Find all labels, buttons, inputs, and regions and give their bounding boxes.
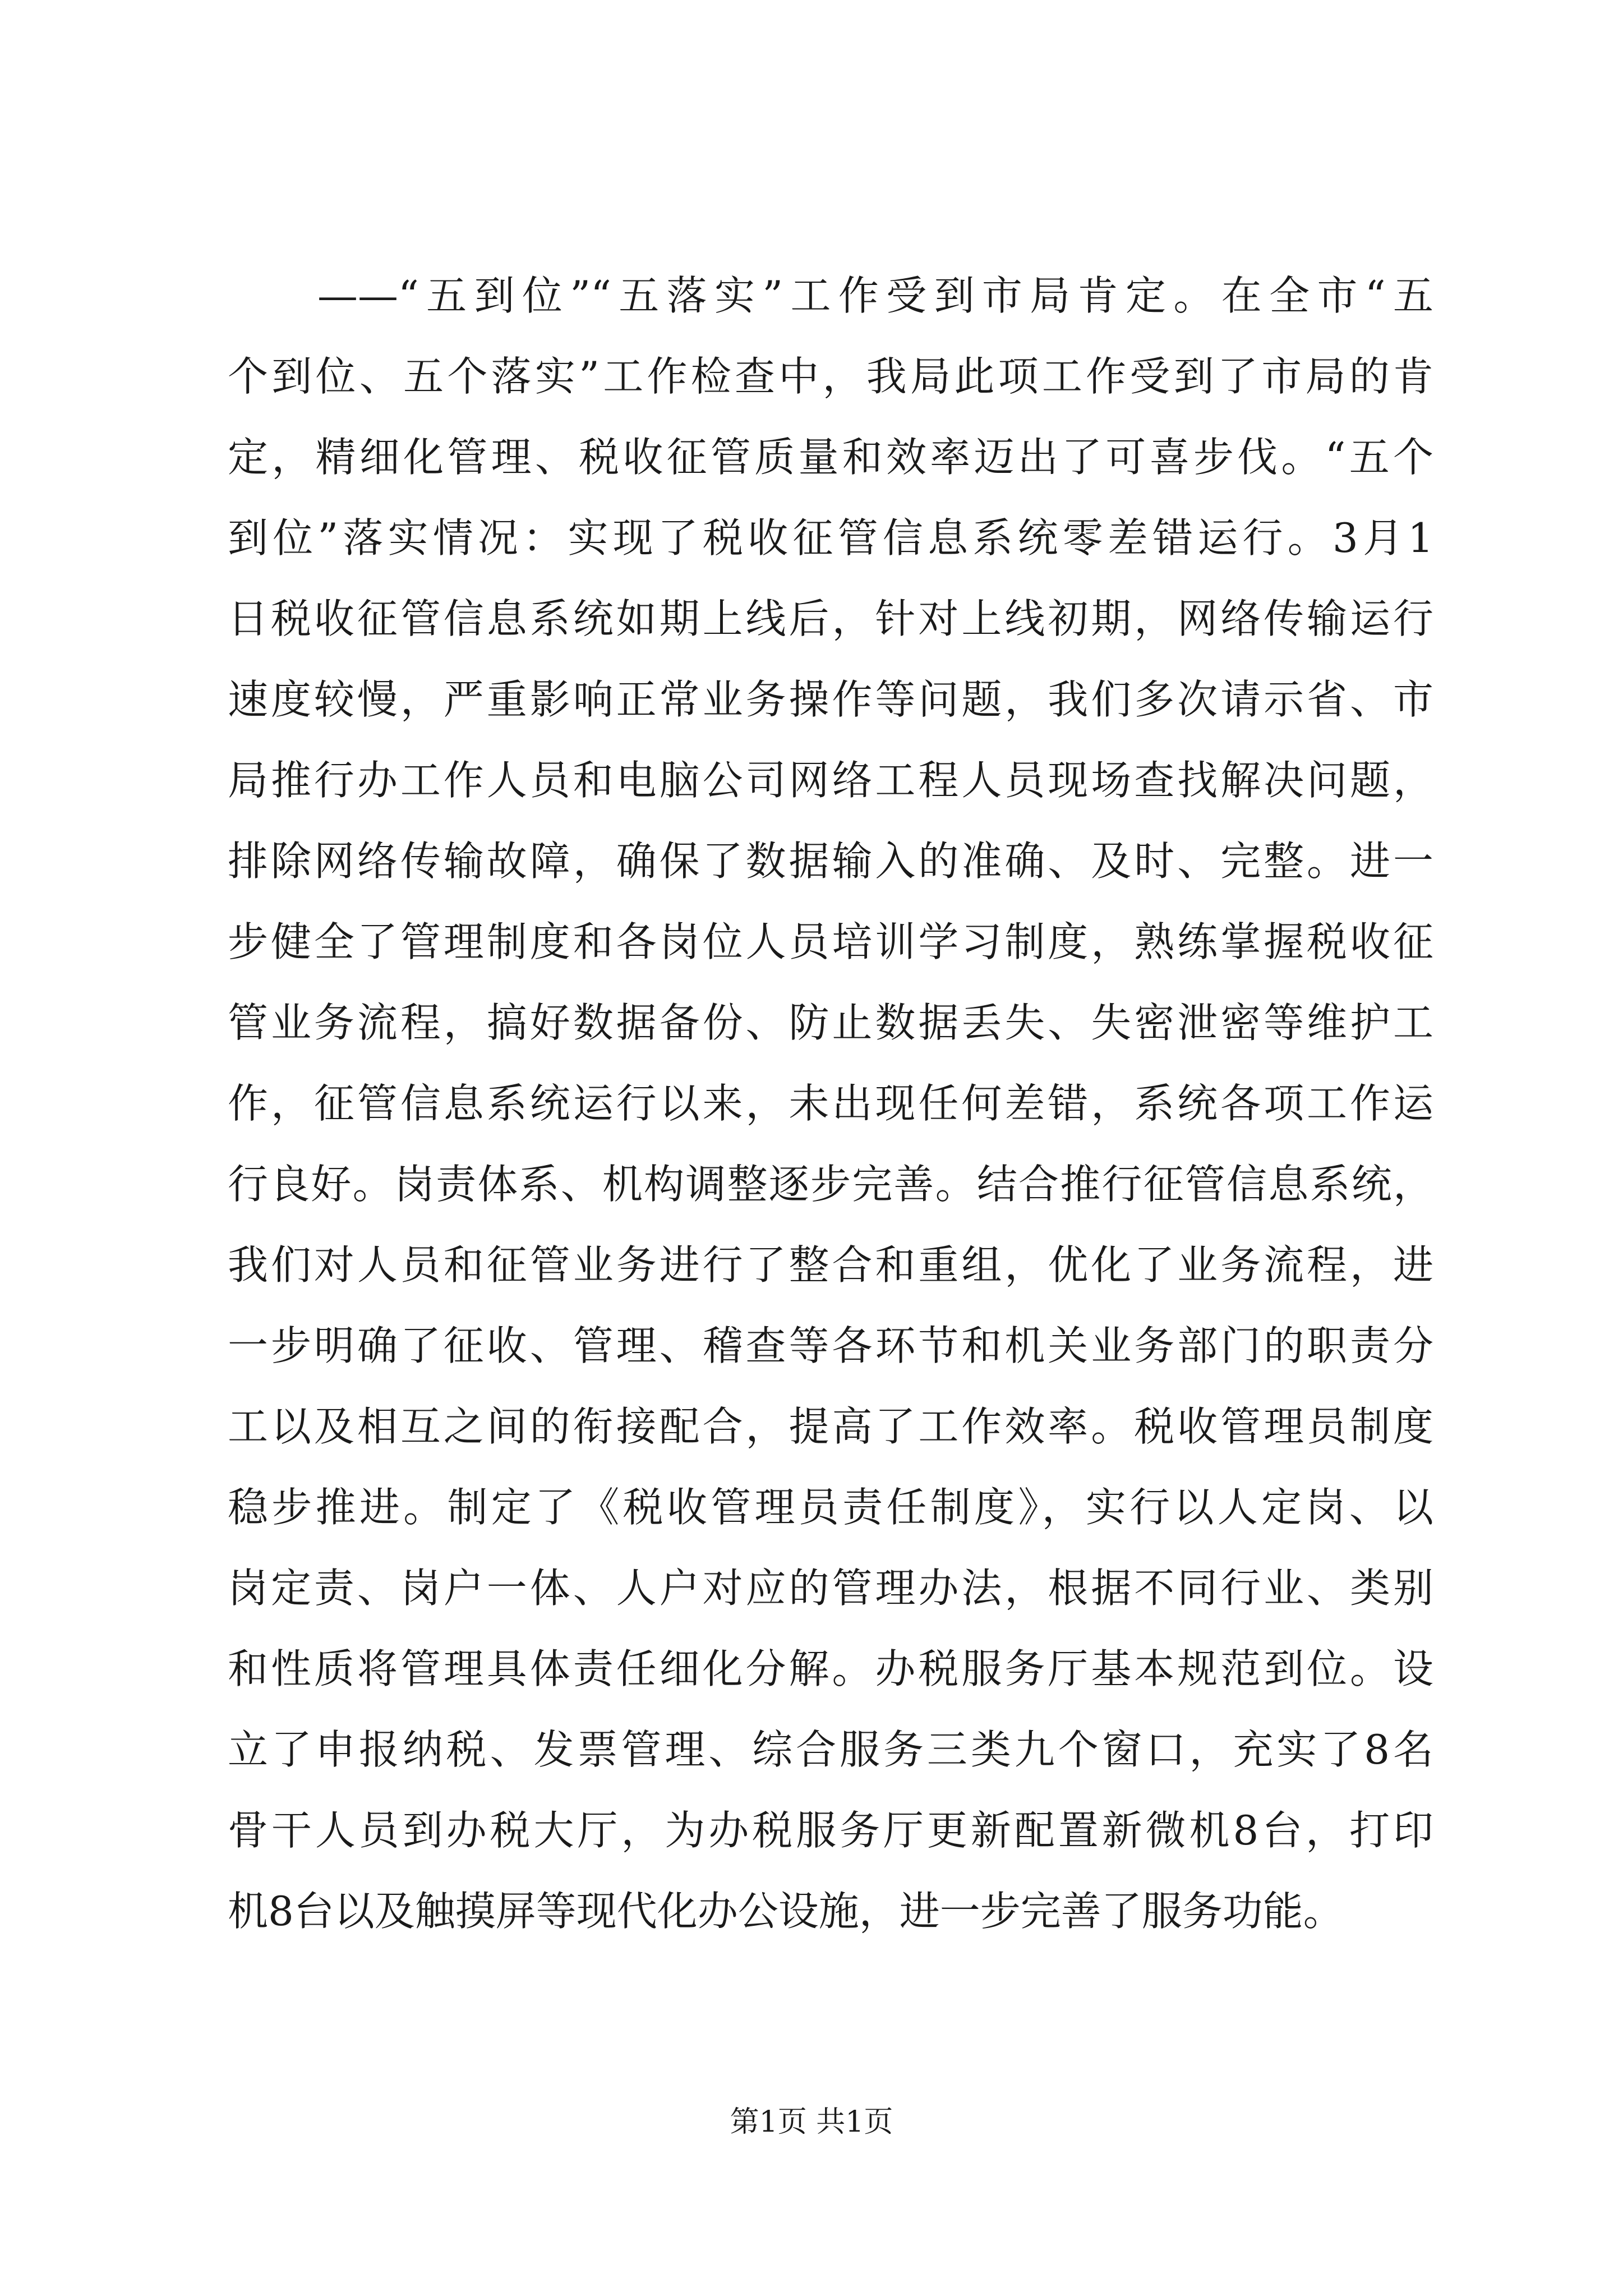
text-line: 一步明确了征收、管理、稽查等各环节和机关业务部门的职责分 [228,1322,1433,1369]
body-paragraph [228,255,1433,1952]
text-line: 行良好。岗责体系、机构调整逐步完善。结合推行征管信息系统， [228,1161,1433,1208]
text-line: ——“五到位”“五落实”工作受到市局肯定。在全市“五 [317,272,1433,319]
text-line: 个到位、五个落实”工作检查中，我局此项工作受到了市局的肯 [228,353,1433,400]
page-footer [0,2102,1623,2142]
text-line: 和性质将管理具体责任细化分解。办税服务厅基本规范到位。设 [228,1645,1433,1692]
text-line: 日税收征管信息系统如期上线后，针对上线初期，网络传输运行 [228,595,1433,642]
text-line: 立了申报纳税、发票管理、综合服务三类九个窗口，充实了8名 [228,1726,1433,1773]
text-line: 我们对人员和征管业务进行了整合和重组，优化了业务流程，进 [228,1241,1433,1289]
text-line: 定，精细化管理、税收征管质量和效率迈出了可喜步伐。“五个 [228,434,1433,481]
text-line: 排除网络传输故障，确保了数据输入的准确、及时、完整。进一 [228,838,1433,885]
page-number-label: 第1页 共1页 [730,2105,893,2139]
text-line: 作，征管信息系统运行以来，未出现任何差错，系统各项工作运 [228,1080,1433,1127]
text-line: 稳步推进。制定了《税收管理员责任制度》，实行以人定岗、以 [228,1484,1433,1531]
text-line: 工以及相互之间的衔接配合，提高了工作效率。税收管理员制度 [228,1403,1433,1450]
text-line: 岗定责、岗户一体、人户对应的管理办法，根据不同行业、类别 [228,1565,1433,1612]
text-line: 机8台以及触摸屏等现代化办公设施，进一步完善了服务功能。 [228,1888,1344,1935]
text-line: 到位”落实情况：实现了税收征管信息系统零差错运行。3月1 [228,514,1433,562]
text-line: 局推行办工作人员和电脑公司网络工程人员现场查找解决问题， [228,757,1433,804]
text-line: 速度较慢，严重影响正常业务操作等问题，我们多次请示省、市 [228,676,1433,723]
text-line: 管业务流程，搞好数据备份、防止数据丢失、失密泄密等维护工 [228,999,1433,1046]
text-line: 骨干人员到办税大厅，为办税服务厅更新配置新微机8台，打印 [228,1807,1433,1854]
text-line: 步健全了管理制度和各岗位人员培训学习制度，熟练掌握税收征 [228,918,1433,965]
